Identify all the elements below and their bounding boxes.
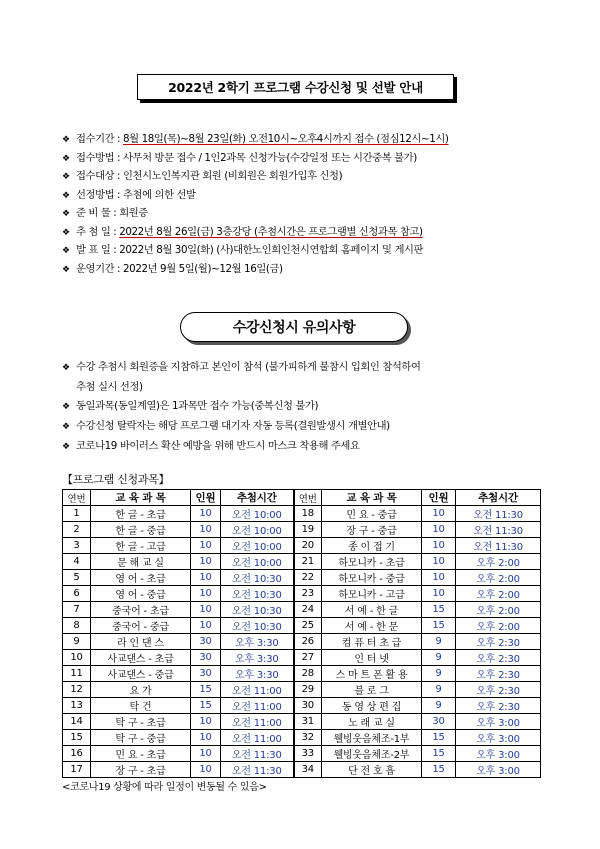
bullet-icon: ❖ [62, 153, 70, 164]
cell-time-right: 오후 2:00 [456, 554, 541, 570]
cell-no: 9 [63, 634, 91, 650]
cell-count: 10 [191, 570, 221, 586]
cell-time: 오전 10:00 [221, 554, 294, 570]
table-row [63, 762, 541, 778]
cell-no: 16 [63, 746, 91, 762]
table-row [63, 730, 541, 746]
cell-time: 오전 11:00 [221, 698, 294, 714]
cell-count-right: 10 [422, 554, 456, 570]
info-value: 2022년 8월 26일(금) 3층강당 (추첨시간은 프로그램별 신청과목 참고) [119, 225, 423, 238]
cell-count-right: 15 [422, 746, 456, 762]
cell-count: 30 [191, 634, 221, 650]
cell-course: 장 구 - 초급 [91, 762, 191, 778]
note-item [62, 397, 562, 417]
cell-no: 14 [63, 714, 91, 730]
cell-time: 오전 10:30 [221, 618, 294, 634]
cell-course: 탁 건 [91, 698, 191, 714]
cell-time-right: 오후 2:30 [456, 698, 541, 714]
cell-no: 8 [63, 618, 91, 634]
cell-course-right: 인 터 넷 [322, 650, 422, 666]
cell-time: 오전 10:30 [221, 586, 294, 602]
cell-no-right: 33 [294, 746, 322, 762]
cell-no-right: 30 [294, 698, 322, 714]
note-text: 동일과목(동일계열)은 1과목만 접수 가능(중복신청 불가) [76, 400, 319, 412]
cell-time: 오후 3:30 [221, 634, 294, 650]
cell-no-right: 28 [294, 666, 322, 682]
cell-course-right: 노 래 교 실 [322, 714, 422, 730]
cell-no-right: 34 [294, 762, 322, 778]
info-value: 2022년 9월 5일(월)~12월 16일(금) [123, 262, 283, 275]
info-list [62, 130, 582, 278]
cell-time-right: 오후 2:30 [456, 682, 541, 698]
note-item [62, 358, 562, 397]
bullet-icon: ❖ [62, 246, 70, 256]
cell-no-right: 23 [294, 586, 322, 602]
table-row [63, 586, 541, 602]
cell-no: 1 [63, 506, 91, 522]
cell-time: 오전 10:30 [221, 602, 294, 618]
notes-list [62, 358, 562, 457]
header-time: 추첨시간 [221, 490, 294, 506]
cell-course-right: 종 이 접 기 [322, 538, 422, 554]
cell-count: 10 [191, 538, 221, 554]
cell-time-right: 오전 11:30 [456, 538, 541, 554]
cell-no: 5 [63, 570, 91, 586]
bullet-icon: ❖ [62, 172, 70, 182]
header-course: 교 육 과 목 [91, 490, 191, 506]
info-value: 사무처 방문 접수 / 1인2과목 신청가능(수강일정 또는 시간중복 불가) [123, 151, 417, 164]
cell-count-right: 9 [422, 666, 456, 682]
cell-count-right: 15 [422, 762, 456, 778]
notes-title-text: 수강신청시 유의사항 [232, 320, 356, 336]
cell-course-right: 컴 퓨 터 초 급 [322, 634, 422, 650]
cell-time-right: 오전 11:30 [456, 506, 541, 522]
cell-course: 한 글 - 초급 [91, 506, 191, 522]
info-value: 인천시노인복지관 회원 (비회원은 회원가입후 신청) [123, 170, 343, 182]
info-item [62, 223, 582, 242]
table-row [63, 618, 541, 634]
table-row [63, 714, 541, 730]
cell-time: 오전 11:30 [221, 762, 294, 778]
cell-time: 오전 11:00 [221, 714, 294, 730]
cell-no: 12 [63, 682, 91, 698]
info-value: 추첨에 의한 선발 [123, 188, 196, 201]
cell-time: 오전 11:00 [221, 682, 294, 698]
cell-count-right: 30 [422, 714, 456, 730]
info-value: 2022년 8월 30일(화) (사)대한노인회인천시연합회 홈페이지 및 게시판 [119, 244, 424, 256]
cell-time-right: 오후 3:00 [456, 714, 541, 730]
header-count-right: 인원 [422, 490, 456, 506]
cell-time-right: 오후 2:30 [456, 666, 541, 682]
info-label: 접수기간 : [76, 133, 124, 145]
cell-course: 영 어 - 중급 [91, 586, 191, 602]
cell-course: 사교댄스 - 초급 [91, 650, 191, 666]
bullet-icon: ❖ [62, 442, 70, 452]
cell-time: 오전 10:00 [221, 522, 294, 538]
bullet-icon: ❖ [62, 363, 70, 373]
note-item [62, 437, 562, 457]
cell-no: 2 [63, 522, 91, 538]
cell-time-right: 오후 2:00 [456, 618, 541, 634]
bullet-icon: ❖ [62, 227, 70, 238]
cell-count: 30 [191, 650, 221, 666]
info-value: 회원증 [119, 207, 148, 219]
cell-count: 10 [191, 602, 221, 618]
cell-course-right: 웰빙웃음체조-1부 [322, 730, 422, 746]
cell-count-right: 9 [422, 650, 456, 666]
info-item [62, 260, 582, 279]
cell-no-right: 18 [294, 506, 322, 522]
info-value: 8월 18일(목)~8월 23일(화) 오전10시~오후4시까지 접수 (점심12시~1시) [123, 133, 449, 145]
cell-course: 탁 구 - 중급 [91, 730, 191, 746]
info-item [62, 241, 582, 260]
program-table [62, 489, 541, 778]
cell-no: 15 [63, 730, 91, 746]
cell-no: 7 [63, 602, 91, 618]
cell-no-right: 27 [294, 650, 322, 666]
cell-course-right: 서 예 - 한 문 [322, 618, 422, 634]
page-title-text: 2022년 2학기 프로그램 수강신청 및 선발 안내 [168, 80, 423, 95]
info-label: 선정방법 : [76, 188, 124, 201]
table-header-row [63, 490, 541, 506]
cell-course: 사교댄스 - 중급 [91, 666, 191, 682]
info-label: 접수방법 : [76, 151, 124, 164]
cell-time-right: 오후 3:00 [456, 746, 541, 762]
note-text: 수강 추첨시 회원증을 지참하고 본인이 참석 (불가피하게 불참시 입회인 참석하여 [76, 361, 421, 373]
cell-count: 15 [191, 698, 221, 714]
cell-count: 10 [191, 618, 221, 634]
info-item [62, 130, 582, 149]
cell-count: 10 [191, 746, 221, 762]
info-item [62, 167, 582, 186]
cell-count-right: 10 [422, 570, 456, 586]
cell-course-right: 서 예 - 한 글 [322, 602, 422, 618]
header-time-right: 추첨시간 [456, 490, 541, 506]
cell-course: 민 요 - 초급 [91, 746, 191, 762]
cell-count-right: 15 [422, 618, 456, 634]
cell-time-right: 오전 11:30 [456, 522, 541, 538]
table-row [63, 634, 541, 650]
cell-no-right: 29 [294, 682, 322, 698]
cell-count-right: 10 [422, 522, 456, 538]
cell-no-right: 19 [294, 522, 322, 538]
cell-count-right: 15 [422, 730, 456, 746]
note-text: 수강신청 탈락자는 해당 프로그램 대기자 자동 등록(결원발생시 개별안내) [76, 420, 390, 432]
info-label: 추 첨 일 : [76, 225, 120, 238]
info-label: 접수대상 : [76, 170, 124, 182]
cell-count-right: 10 [422, 506, 456, 522]
cell-course: 요 가 [91, 682, 191, 698]
cell-course-right: 스 마 트 폰 활 용 [322, 666, 422, 682]
cell-course-right: 하모니카 - 중급 [322, 570, 422, 586]
cell-course: 한 글 - 고급 [91, 538, 191, 554]
cell-count: 10 [191, 522, 221, 538]
table-row [63, 522, 541, 538]
bullet-icon: ❖ [62, 209, 70, 219]
cell-course: 영 어 - 초급 [91, 570, 191, 586]
cell-no: 13 [63, 698, 91, 714]
cell-no: 11 [63, 666, 91, 682]
cell-count: 10 [191, 714, 221, 730]
note-text: 코로나19 바이러스 확산 예방을 위해 반드시 마스크 착용해 주세요 [76, 440, 360, 452]
cell-time-right: 오후 2:00 [456, 570, 541, 586]
header-no: 연번 [63, 490, 91, 506]
cell-time: 오전 10:00 [221, 538, 294, 554]
cell-course-right: 장 구 - 중급 [322, 522, 422, 538]
info-item [62, 186, 582, 205]
cell-no-right: 24 [294, 602, 322, 618]
note-item [62, 417, 562, 437]
table-row [63, 538, 541, 554]
cell-course: 라 인 댄 스 [91, 634, 191, 650]
cell-no: 6 [63, 586, 91, 602]
table-row [63, 666, 541, 682]
cell-time-right: 오후 2:30 [456, 634, 541, 650]
table-row [63, 602, 541, 618]
cell-count-right: 9 [422, 634, 456, 650]
table-row [63, 746, 541, 762]
cell-no-right: 32 [294, 730, 322, 746]
cell-count-right: 10 [422, 586, 456, 602]
cell-no-right: 22 [294, 570, 322, 586]
cell-time-right: 오후 3:00 [456, 730, 541, 746]
cell-course-right: 단 전 호 흡 [322, 762, 422, 778]
cell-course: 중국어 - 초급 [91, 602, 191, 618]
cell-count-right: 10 [422, 538, 456, 554]
cell-time: 오후 3:30 [221, 650, 294, 666]
cell-course-right: 블 로 그 [322, 682, 422, 698]
cell-count: 10 [191, 586, 221, 602]
cell-count: 30 [191, 666, 221, 682]
header-count: 인원 [191, 490, 221, 506]
table-row [63, 570, 541, 586]
bullet-icon: ❖ [62, 135, 70, 145]
cell-count: 10 [191, 730, 221, 746]
info-label: 운영기간 : [76, 262, 124, 275]
cell-count: 10 [191, 554, 221, 570]
bullet-icon: ❖ [62, 190, 70, 201]
cell-course-right: 웰빙웃음체조-2부 [322, 746, 422, 762]
cell-course: 한 글 - 중급 [91, 522, 191, 538]
cell-course: 탁 구 - 초급 [91, 714, 191, 730]
table-row [63, 506, 541, 522]
cell-time-right: 오후 2:00 [456, 586, 541, 602]
header-no-right: 연번 [294, 490, 322, 506]
table-row [63, 650, 541, 666]
cell-time-right: 오후 2:30 [456, 650, 541, 666]
info-label: 발 표 일 : [76, 244, 120, 256]
cell-count: 10 [191, 506, 221, 522]
cell-time: 오전 11:00 [221, 730, 294, 746]
cell-count: 15 [191, 682, 221, 698]
header-course-right: 교 육 과 목 [322, 490, 422, 506]
cell-time: 오전 11:30 [221, 746, 294, 762]
cell-time-right: 오후 2:00 [456, 602, 541, 618]
cell-no: 4 [63, 554, 91, 570]
cell-count-right: 9 [422, 682, 456, 698]
cell-no: 10 [63, 650, 91, 666]
info-item [62, 204, 582, 223]
cell-no-right: 25 [294, 618, 322, 634]
cell-course-right: 하모니카 - 초급 [322, 554, 422, 570]
cell-count-right: 15 [422, 602, 456, 618]
cell-course-right: 하모니카 - 고급 [322, 586, 422, 602]
info-item [62, 149, 582, 168]
cell-time: 오전 10:30 [221, 570, 294, 586]
cell-time: 오전 10:00 [221, 506, 294, 522]
cell-no-right: 26 [294, 634, 322, 650]
cell-count-right: 9 [422, 698, 456, 714]
cell-no-right: 20 [294, 538, 322, 554]
table-row [63, 554, 541, 570]
footnote: <코로나19 상황에 따라 일정이 변동될 수 있음> [62, 782, 267, 793]
bullet-icon: ❖ [62, 402, 70, 412]
table-row [63, 682, 541, 698]
bullet-icon: ❖ [62, 264, 70, 275]
cell-no: 3 [63, 538, 91, 554]
cell-course-right: 민 요 - 중급 [322, 506, 422, 522]
cell-no-right: 21 [294, 554, 322, 570]
cell-no: 17 [63, 762, 91, 778]
cell-time: 오후 3:30 [221, 666, 294, 682]
cell-course-right: 동 영 상 편 집 [322, 698, 422, 714]
table-label: 【프로그램 신청과목】 [62, 473, 170, 486]
cell-count: 10 [191, 762, 221, 778]
cell-time-right: 오후 3:00 [456, 762, 541, 778]
table-row [63, 698, 541, 714]
page-title [137, 74, 454, 100]
bullet-icon: ❖ [62, 422, 70, 432]
cell-course: 문 해 교 실 [91, 554, 191, 570]
cell-course: 중국어 - 중급 [91, 618, 191, 634]
notes-title [180, 312, 408, 342]
note-text-continued: 추첨 실시 선정) [76, 381, 143, 393]
cell-no-right: 31 [294, 714, 322, 730]
info-label: 준 비 물 : [76, 207, 120, 219]
